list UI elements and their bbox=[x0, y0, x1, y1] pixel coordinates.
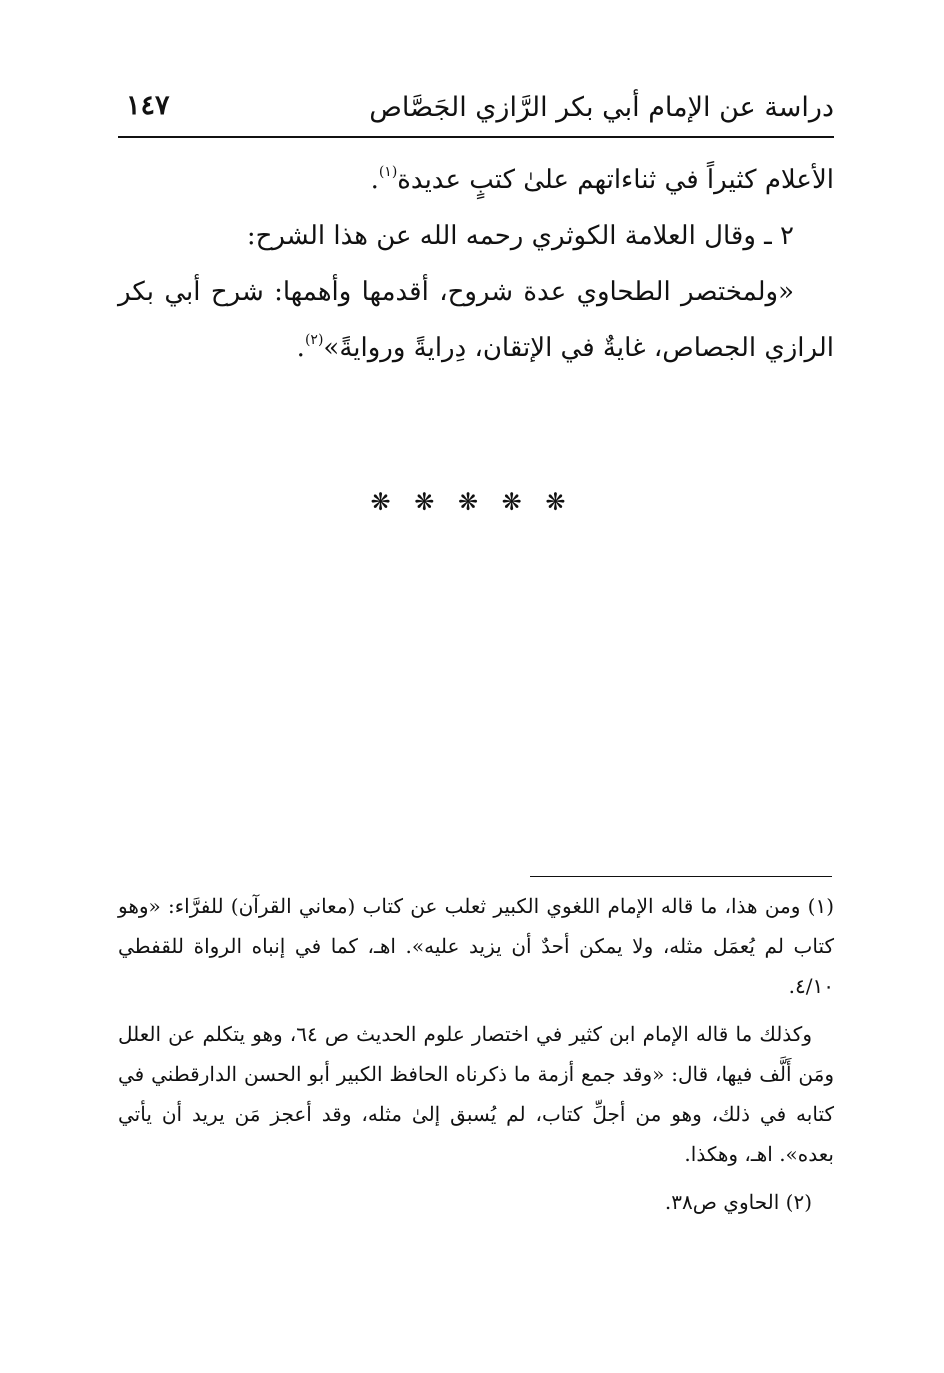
footnote-divider bbox=[530, 876, 832, 877]
footnotes bbox=[118, 886, 834, 1230]
footnote-ref-1[interactable]: (١) bbox=[378, 164, 398, 180]
paragraph-2: ٢ ـ وقال العلامة الكوثري رحمه الله عن هذا الشرح: bbox=[246, 221, 794, 251]
quote-end: . bbox=[296, 333, 305, 363]
paragraph-1-text: الأعلام كثيراً في ثناءاتهم علىٰ كتبٍ عديدة bbox=[397, 165, 834, 195]
paragraph-1-end: . bbox=[370, 165, 379, 195]
paragraph-3-quote bbox=[118, 264, 834, 376]
footnote-1-continued: وكذلك ما قاله الإمام ابن كثير في اختصار علوم الحديث ص ٦٤، وهو يتكلم عن العلل ومَن أَلَّف فيها، قال: «وقد جمع أزمة ما ذكرناه الحافظ الكبير أبو الحسن الدارقطني في كتابه في ذلك، وهو من أجلِّ كتاب، لم يُسبق إلىٰ مثله، وقد أعجز مَن يريد أن يأتي بعده». اهـ، وهكذا. bbox=[118, 1022, 834, 1166]
section-separator: ❋ ❋ ❋ ❋ ❋ bbox=[370, 488, 574, 516]
footnote-2: (٢) الحاوي ص٣٨. bbox=[664, 1190, 812, 1214]
quote-text: «ولمختصر الطحاوي عدة شروح، أقدمها وأهمها: شرح أبي بكر الرازي الجصاص، غايةٌ في الإتقان، دِرايةً وروايةً» bbox=[118, 277, 834, 363]
footnote-1: (١) ومن هذا، ما قاله الإمام اللغوي الكبير ثعلب عن كتاب (معاني القرآن) للفرَّاء: «وهو كتاب لم يُعمَل مثله، ولا يمكن أحدٌ أن يزيد عليه». اهـ، كما في إنباه الرواة للقفطي ٤/١٠. bbox=[118, 894, 834, 998]
running-title: دراسة عن الإمام أبي بكر الرَّازي الجَصَّاص bbox=[369, 92, 834, 123]
paragraph-1 bbox=[118, 152, 834, 208]
page-number: ١٤٧ bbox=[126, 90, 170, 121]
footnote-ref-2[interactable]: (٢) bbox=[304, 332, 324, 348]
main-text bbox=[118, 152, 834, 376]
page-header bbox=[118, 86, 834, 138]
